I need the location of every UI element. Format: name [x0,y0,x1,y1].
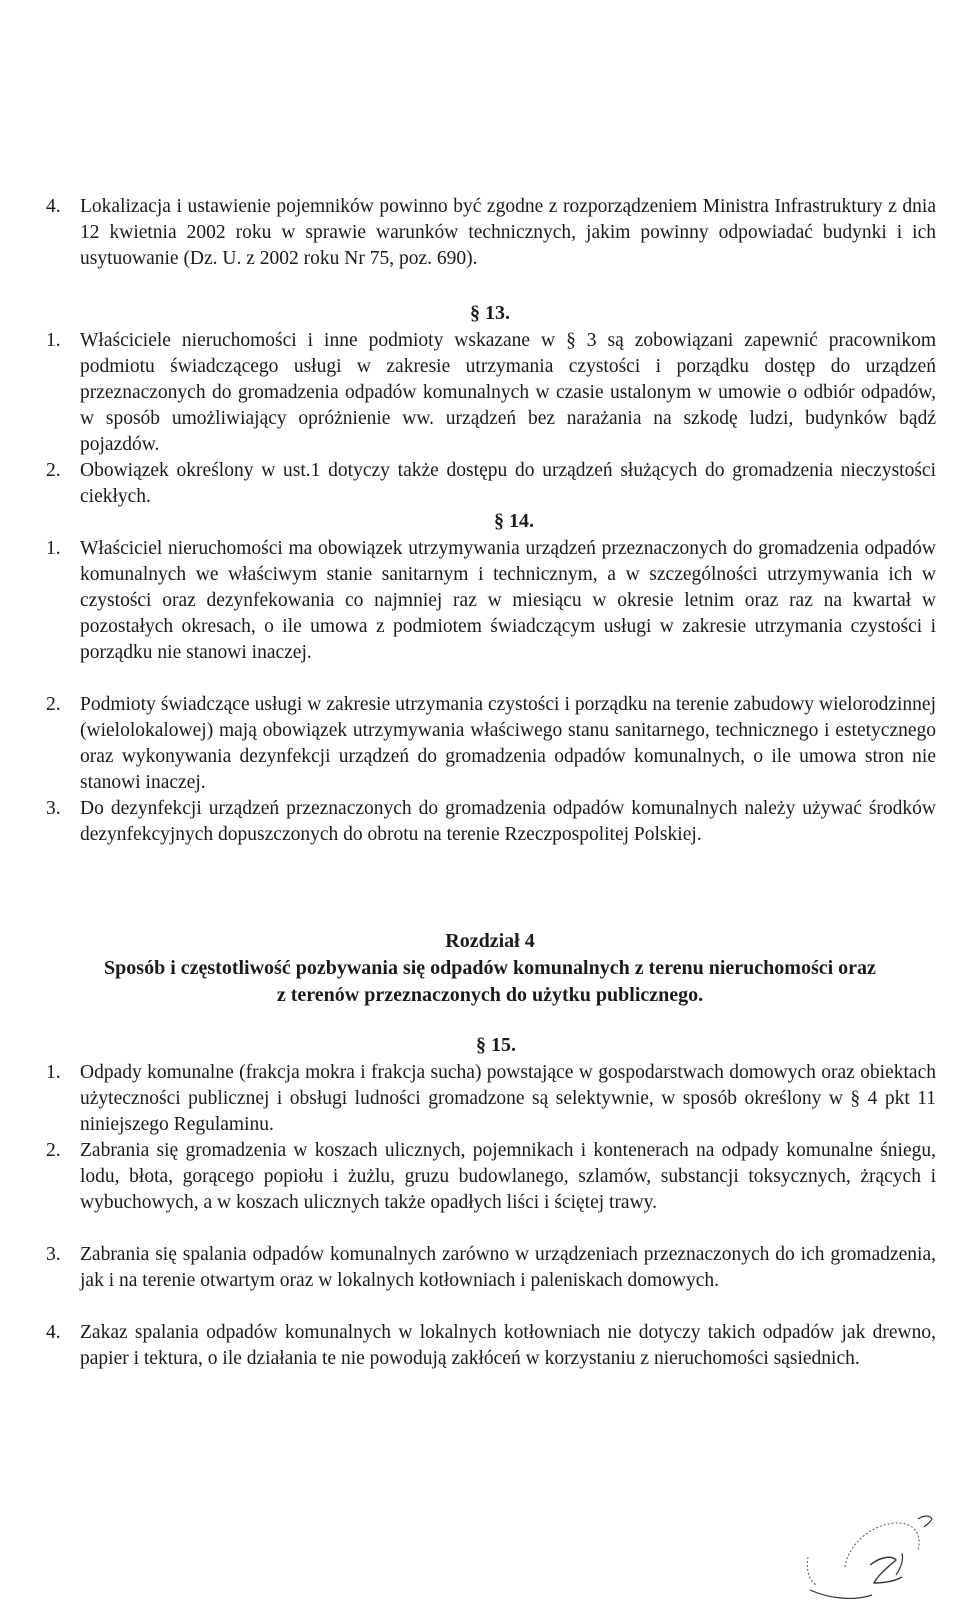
par13-item-1 [46,328,936,458]
signature-initials-icon [800,1505,950,1605]
item-text: Zakaz spalania odpadów komunalnych w lokalnych kotłowniach nie dotyczy takich odpadów jak drewno, papier i tektura, o ile działania te nie powodują zakłóceń w korzystaniu z nieruchomości sąsiednich. [80,1322,936,1369]
par15-item-1 [46,1060,936,1138]
item-text: Odpady komunalne (frakcja mokra i frakcja sucha) powstające w gospodarstwach domowych oraz obiektach użyteczności publicznej i obsługi ludności gromadzone są selektywnie, w sposób określony w § 4 pkt 11 niniejszego Regulaminu. [80,1062,936,1135]
par14-item-1 [46,536,936,666]
paragraph-14-heading: § 14. [494,510,534,532]
item-text: Zabrania się spalania odpadów komunalnych zarówno w urządzeniach przeznaczonych do ich gromadzenia, jak i na terenie otwartym oraz w lokalnych kotłowniach i paleniskach domowych. [80,1244,936,1291]
par15-item-2 [46,1138,936,1216]
item-text: Do dezynfekcji urządzeń przeznaczonych do gromadzenia odpadów komunalnych należy używać środków dezynfekcyjnych dopuszczonych do obrotu na terenie Rzeczpospolitej Polskiej. [80,798,936,845]
chapter-title: Rozdział 4 [445,930,535,952]
item-number: 2. [46,1140,61,1161]
paragraph-13-heading: § 13. [470,302,510,324]
item-number: 1. [46,330,61,351]
item-number: 1. [46,1062,61,1083]
par14-item-3 [46,796,936,848]
par14-item-2 [46,692,936,796]
item-text: Podmioty świadczące usługi w zakresie utrzymania czystości i porządku na terenie zabudowy wielorodzinnej (wielolokalowej) mają obowiązek utrzymywania właściwego stanu sanitarnego, technicznego i estetycznego oraz wykonywania dezynfekcji urządzeń do gromadzenia odpadów komunalnych, o ile umowa stron nie stanowi inaczej. [80,694,936,793]
item-text: Zabrania się gromadzenia w koszach ulicznych, pojemnikach i kontenerach na odpady komunalne śniegu, lodu, błota, gorącego popiołu i żużlu, gruzu budowlanego, szlamów, substancji toksycznych, żrących i wybuchowych, a w koszach ulicznych także opadłych liści i ściętej trawy. [80,1140,936,1213]
item-text: Właściciele nieruchomości i inne podmioty wskazane w § 3 są zobowiązani zapewnić pracownikom podmiotu świadczącego usługi w zakresie utrzymania czystości i porządku dostęp do urządzeń przeznaczonych do gromadzenia odpadów komunalnych w czasie ustalonym w umowie o odbiór odpadów, w sposób umożliwiający opróżnienie ww. urządzeń bez narażania na szkodę ludzi, budynków bądź pojazdów. [80,330,936,455]
item-text: Właściciel nieruchomości ma obowiązek utrzymywania urządzeń przeznaczonych do gromadzenia odpadów komunalnych we właściwym stanie sanitarnym i technicznym, a w szczególności utrzymywania ich w czystości oraz dezynfekowania co najmniej raz w miesiącu w okresie letnim oraz raz na kwartał w pozostałych okresach, o ile umowa z podmiotem świadczącym usługi w zakresie utrzymania czystości i porządku nie stanowi inaczej. [80,538,936,663]
par13-item-2 [46,458,936,510]
intro-item [46,194,936,272]
item-number: 4. [46,1322,61,1343]
chapter-subtitle-line-1: Sposób i częstotliwość pozbywania się odpadów komunalnych z terenu nieruchomości oraz [104,957,876,979]
item-number: 3. [46,798,61,819]
chapter-subtitle-line-2: z terenów przeznaczonych do użytku publicznego. [276,984,704,1006]
item-number: 3. [46,1244,61,1265]
item-text: Lokalizacja i ustawienie pojemników powinno być zgodne z rozporządzeniem Ministra Infrastruktury z dnia 12 kwietnia 2002 roku w sprawie warunków technicznych, jakim powinny odpowiadać budynki i ich usytuowanie (Dz. U. z 2002 roku Nr 75, poz. 690). [80,196,936,269]
par15-item-4 [46,1320,936,1372]
item-number: 1. [46,538,61,559]
paragraph-15-heading: § 15. [476,1034,516,1056]
par15-item-3 [46,1242,936,1294]
item-text: Obowiązek określony w ust.1 dotyczy także dostępu do urządzeń służących do gromadzenia nieczystości ciekłych. [80,460,936,507]
item-number: 2. [46,694,61,715]
item-number: 4. [46,196,61,217]
item-number: 2. [46,460,61,481]
